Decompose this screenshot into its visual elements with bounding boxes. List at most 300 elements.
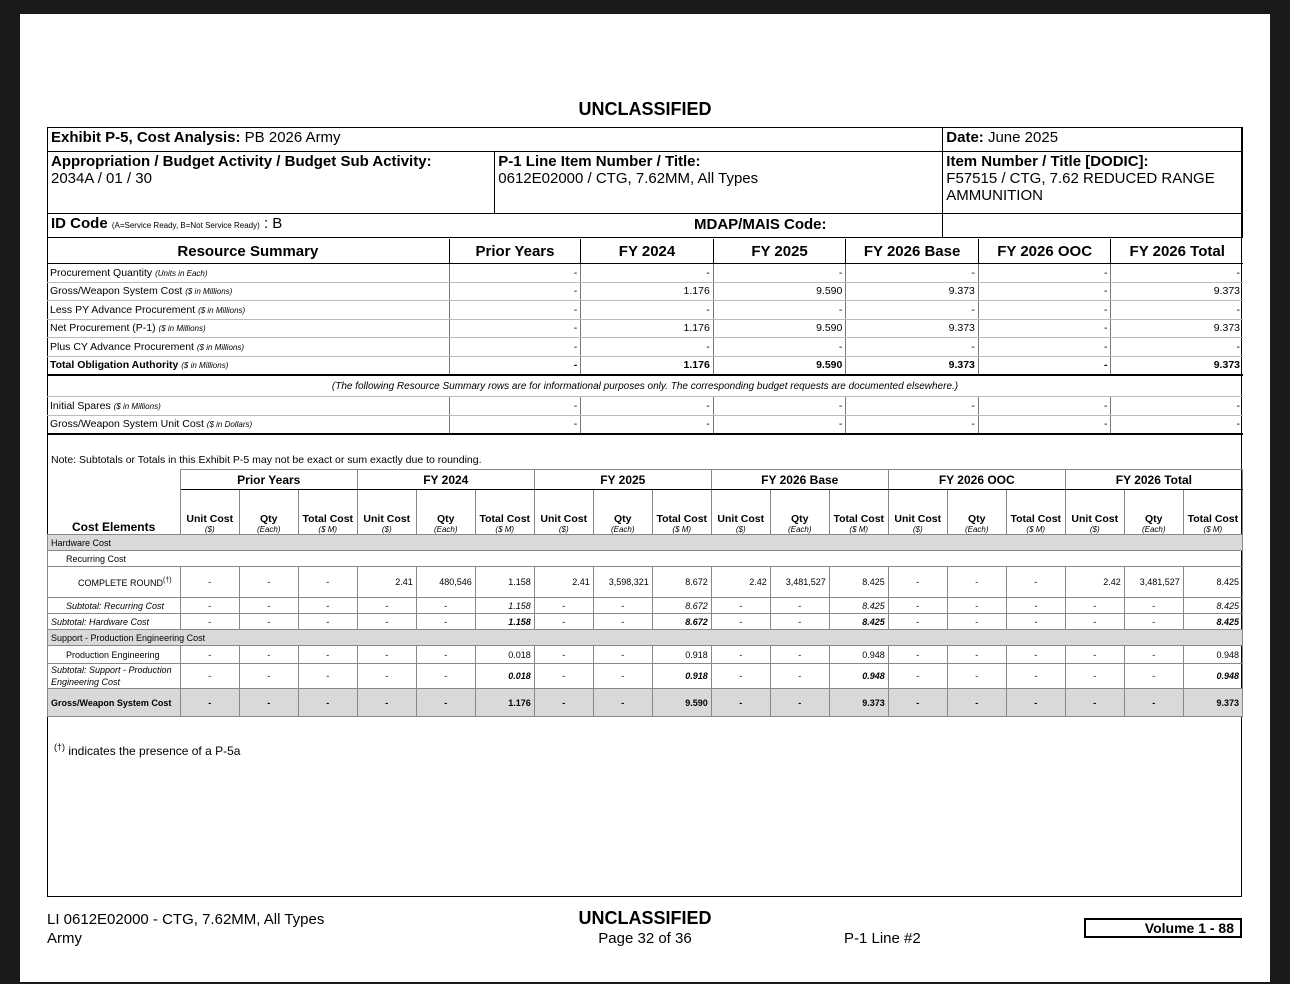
ce-cell: 0.948 [829, 664, 888, 689]
rs-cell: - [846, 397, 979, 416]
rs-cell: - [978, 301, 1111, 320]
id-code-note: (A=Service Ready, B=Not Service Ready) [111, 221, 260, 230]
resource-summary-table [47, 239, 1243, 435]
ce-row [48, 664, 1243, 689]
ce-cell: 480,546 [416, 567, 475, 598]
rs-cell: - [1111, 301, 1243, 320]
ce-cell: - [888, 598, 947, 614]
rs-cell: - [581, 397, 714, 416]
p5a-dagger: (†) [163, 577, 172, 584]
ce-cell: - [770, 598, 829, 614]
rs-col-header: FY 2025 [713, 239, 846, 264]
date-value: June 2025 [987, 129, 1059, 146]
ce-row [48, 646, 1243, 664]
ce-cell: - [711, 664, 770, 689]
ce-sub-header [1183, 490, 1242, 535]
footnote [54, 742, 240, 758]
rs-row [47, 397, 1243, 416]
ce-sub-unit: ($ M) [672, 525, 692, 534]
rs-cell: 9.373 [1111, 356, 1243, 375]
ce-cell: - [888, 614, 947, 630]
ce-cell: 2.42 [1065, 567, 1124, 598]
ce-cell: - [534, 689, 593, 717]
ce-section-label: Hardware Cost [48, 535, 1243, 551]
ce-cell: 2.42 [711, 567, 770, 598]
ce-cell: - [1065, 664, 1124, 689]
ce-cell: 8.425 [829, 614, 888, 630]
ce-cell: - [947, 567, 1006, 598]
rs-row-label [47, 319, 449, 338]
ce-cell: - [1065, 689, 1124, 717]
ce-sub-unit: ($) [735, 525, 746, 534]
ce-cell: - [1006, 614, 1065, 630]
rs-info-note-row [47, 375, 1243, 397]
ce-cell: - [239, 646, 298, 664]
ce-sub-header [180, 490, 239, 535]
ce-cell: 0.948 [1183, 664, 1242, 689]
rs-info-note: (The following Resource Summary rows are for informational purposes only. The corresponding budget requests are documented elsewhere.) [47, 375, 1243, 397]
rs-row [47, 319, 1243, 338]
ce-sub-label: Qty [791, 513, 809, 525]
ce-cell: - [593, 598, 652, 614]
ce-sub-unit: ($) [381, 525, 392, 534]
rs-cell: - [1111, 397, 1243, 416]
footer-page: Page 32 of 36 [598, 930, 692, 947]
ce-sub-label: Total Cost [479, 513, 531, 525]
ce-label: Subtotal: Recurring Cost [66, 600, 165, 611]
ce-row [48, 614, 1243, 630]
rs-cell: - [449, 282, 581, 301]
rs-unit: ($ in Millions) [198, 305, 246, 315]
ce-sub-label: Qty [968, 513, 986, 525]
ce-cell: - [1124, 646, 1183, 664]
id-code-value: : B [263, 215, 283, 232]
rs-row [47, 301, 1243, 320]
ce-sub-unit: ($ M) [1203, 525, 1223, 534]
ce-cell: 2.41 [357, 567, 416, 598]
ce-cell: - [239, 614, 298, 630]
ce-row-label [48, 598, 181, 614]
ce-sub-header [593, 490, 652, 535]
rs-cell: 9.373 [846, 356, 979, 375]
ce-cell: 8.425 [1183, 567, 1242, 598]
footer-li: LI 0612E02000 - CTG, 7.62MM, All Types [47, 911, 325, 928]
ce-cell: - [534, 664, 593, 689]
ce-cell: - [1006, 689, 1065, 717]
ce-cell: - [947, 598, 1006, 614]
rs-row [47, 282, 1243, 301]
ce-cell: - [298, 689, 357, 717]
ce-cell: 3,481,527 [1124, 567, 1183, 598]
ce-cell: - [298, 614, 357, 630]
ce-cell: - [416, 646, 475, 664]
ce-sub-label: Total Cost [833, 513, 885, 525]
ce-cell: 9.373 [1183, 689, 1242, 717]
cost-elements-header: Cost Elements [48, 470, 181, 535]
ce-cell: 9.373 [829, 689, 888, 717]
ce-row-label [48, 614, 181, 630]
rs-col-header: Prior Years [449, 239, 581, 264]
ce-cell: - [357, 664, 416, 689]
rs-cell: - [449, 415, 581, 434]
ce-group-header: FY 2026 Base [711, 470, 888, 490]
mdap-label: MDAP/MAIS Code: [694, 216, 827, 233]
exhibit-value: PB 2026 Army [244, 129, 341, 146]
ce-cell: 1.158 [475, 614, 534, 630]
rs-cell: - [978, 397, 1111, 416]
rs-cell: 9.373 [1111, 282, 1243, 301]
p1-value: 0612E02000 / CTG, 7.62MM, All Types [498, 170, 759, 187]
rs-cell: - [846, 415, 979, 434]
rs-cell: - [449, 338, 581, 357]
ce-sub-label: Unit Cost [717, 513, 765, 525]
rs-cell: 1.176 [581, 356, 714, 375]
ce-sub-unit: ($) [204, 525, 215, 534]
ce-group-header: FY 2024 [357, 470, 534, 490]
rs-cell: 1.176 [581, 319, 714, 338]
ce-sub-header [652, 490, 711, 535]
rs-cell: - [978, 338, 1111, 357]
ce-row-label [48, 646, 181, 664]
ce-cell: - [180, 646, 239, 664]
rs-cell: - [449, 319, 581, 338]
rs-cell: - [713, 264, 846, 283]
ce-cell: - [239, 689, 298, 717]
id-code-label: ID Code [51, 215, 108, 232]
cost-elements-table [47, 469, 1243, 717]
ce-cell: 1.158 [475, 598, 534, 614]
ce-sub-unit: (Each) [787, 525, 812, 534]
rs-cell: - [978, 264, 1111, 283]
rs-label: Less PY Advance Procurement [50, 303, 196, 316]
rs-row-label [47, 338, 449, 357]
ce-cell: - [357, 646, 416, 664]
ce-cell: - [888, 689, 947, 717]
date-label: Date: [946, 129, 984, 146]
ce-label: COMPLETE ROUND [78, 578, 164, 588]
ce-sub-label: Unit Cost [186, 513, 234, 525]
ce-cell: - [947, 664, 1006, 689]
ce-cell: - [357, 614, 416, 630]
rs-cell: - [978, 282, 1111, 301]
rounding-note: Note: Subtotals or Totals in this Exhibit P-5 may not be exact or sum exactly due to rounding. [51, 454, 482, 466]
ce-cell: - [298, 598, 357, 614]
ce-cell: - [1124, 689, 1183, 717]
ce-sub-header [829, 490, 888, 535]
rs-cell: - [713, 338, 846, 357]
ce-cell: - [770, 689, 829, 717]
ce-row [48, 535, 1243, 551]
rs-label: Net Procurement (P-1) [50, 322, 156, 335]
ce-sub-header [416, 490, 475, 535]
ce-label: Subtotal: Support - Production Engineering Cost [51, 665, 172, 687]
footnote-dagger: (†) [54, 742, 65, 752]
ce-group-header: Prior Years [180, 470, 357, 490]
ce-label: Gross/Weapon System Cost [51, 697, 172, 708]
ce-group-header: FY 2025 [534, 470, 711, 490]
ce-row-label [48, 689, 181, 717]
ce-cell: 0.918 [652, 664, 711, 689]
ce-row-label [48, 567, 181, 598]
ce-sub-label: Unit Cost [363, 513, 411, 525]
ce-cell: - [534, 614, 593, 630]
rs-row-label [47, 356, 449, 375]
ce-cell: - [298, 664, 357, 689]
ce-cell: 0.948 [1183, 646, 1242, 664]
ce-sub-label: Total Cost [302, 513, 354, 525]
ce-cell: - [1065, 614, 1124, 630]
rs-label: Plus CY Advance Procurement [50, 340, 194, 353]
rs-row-label [47, 282, 449, 301]
rs-row [47, 338, 1243, 357]
ce-cell: - [416, 689, 475, 717]
item-label: Item Number / Title [DODIC]: [946, 153, 1149, 170]
ce-cell: - [770, 664, 829, 689]
ce-sub-unit: ($ M) [495, 525, 515, 534]
ce-sub-unit: ($ M) [849, 525, 869, 534]
rs-cell: - [978, 319, 1111, 338]
ce-sub-unit: ($) [912, 525, 923, 534]
ce-cell: - [593, 646, 652, 664]
rs-cell: - [581, 301, 714, 320]
ce-sub-label: Qty [614, 513, 632, 525]
rs-cell: 9.373 [846, 282, 979, 301]
ce-sub-header [947, 490, 1006, 535]
rs-cell: 9.590 [713, 356, 846, 375]
ce-cell: 8.425 [1183, 614, 1242, 630]
ce-sub-unit: (Each) [964, 525, 989, 534]
rs-cell: 9.373 [846, 319, 979, 338]
ce-cell: - [711, 598, 770, 614]
ce-label: Production Engineering [66, 649, 160, 660]
ce-sub-header [1124, 490, 1183, 535]
rs-cell: - [713, 301, 846, 320]
ce-cell: - [947, 614, 1006, 630]
p1-label: P-1 Line Item Number / Title: [498, 153, 701, 170]
rs-cell: - [978, 356, 1111, 375]
ce-row [48, 551, 1243, 567]
ce-cell: 8.672 [652, 614, 711, 630]
ce-cell: - [1124, 614, 1183, 630]
ce-cell: - [180, 689, 239, 717]
ce-cell: 0.948 [829, 646, 888, 664]
rs-cell: - [449, 301, 581, 320]
ce-sub-label: Qty [437, 513, 455, 525]
ce-sub-label: Qty [1145, 513, 1163, 525]
classification-bottom: UNCLASSIFIED [578, 908, 712, 928]
ce-cell: 8.425 [829, 598, 888, 614]
ce-label: Subtotal: Hardware Cost [51, 616, 150, 627]
ce-cell: - [180, 614, 239, 630]
ce-sub-header [298, 490, 357, 535]
ce-cell: - [1124, 598, 1183, 614]
ce-cell: - [770, 614, 829, 630]
ce-cell: - [416, 598, 475, 614]
ce-cell: - [1065, 598, 1124, 614]
ce-cell: - [357, 689, 416, 717]
classification-top: UNCLASSIFIED [578, 99, 712, 119]
ce-cell: - [298, 567, 357, 598]
rs-row-label [47, 397, 449, 416]
ce-cell: - [593, 689, 652, 717]
ce-cell: - [1065, 646, 1124, 664]
ce-sub-label: Unit Cost [1071, 513, 1119, 525]
rs-col-header: Resource Summary [177, 242, 319, 260]
ce-row [48, 630, 1243, 646]
ce-row-label [48, 664, 181, 689]
ce-group-header: FY 2026 Total [1065, 470, 1242, 490]
rs-cell: 1.176 [581, 282, 714, 301]
ce-cell: - [888, 646, 947, 664]
ce-sub-header [239, 490, 298, 535]
ce-sub-label: Total Cost [656, 513, 708, 525]
ce-cell: - [298, 646, 357, 664]
rs-row [47, 356, 1243, 375]
rs-cell: - [978, 415, 1111, 434]
ce-cell: - [534, 646, 593, 664]
ce-cell: 1.158 [475, 567, 534, 598]
ce-cell: 0.018 [475, 664, 534, 689]
ce-cell: - [888, 567, 947, 598]
approp-label: Appropriation / Budget Activity / Budget Sub Activity: [51, 153, 432, 170]
rs-unit: ($ in Dollars) [206, 420, 253, 430]
ce-sub-unit: ($ M) [318, 525, 338, 534]
ce-cell: - [416, 664, 475, 689]
ce-row [48, 567, 1243, 598]
ce-sub-unit: ($) [558, 525, 569, 534]
ce-sub-label: Unit Cost [894, 513, 942, 525]
ce-sub-unit: (Each) [433, 525, 458, 534]
rs-cell: - [713, 415, 846, 434]
ce-cell: - [180, 567, 239, 598]
ce-cell: 3,481,527 [770, 567, 829, 598]
footer-p1-line: P-1 Line #2 [844, 930, 921, 947]
rs-cell: - [1111, 264, 1243, 283]
item-value: F57515 / CTG, 7.62 REDUCED RANGE AMMUNITION [946, 170, 1215, 204]
rs-cell: 9.590 [713, 282, 846, 301]
ce-row [48, 598, 1243, 614]
rs-col-header: FY 2026 Base [846, 239, 979, 264]
ce-group-header: FY 2026 OOC [888, 470, 1065, 490]
rs-col-header: FY 2024 [581, 239, 714, 264]
ce-row [48, 689, 1243, 717]
ce-sub-label: Total Cost [1187, 513, 1239, 525]
ce-cell: 8.425 [829, 567, 888, 598]
ce-sub-header [1065, 490, 1124, 535]
footnote-text: indicates the presence of a P-5a [68, 744, 241, 758]
ce-cell: - [180, 598, 239, 614]
ce-cell: 8.672 [652, 598, 711, 614]
ce-cell: - [711, 646, 770, 664]
rs-cell: - [1111, 415, 1243, 434]
ce-cell: - [534, 598, 593, 614]
ce-cell: 9.590 [652, 689, 711, 717]
ce-sub-header [357, 490, 416, 535]
ce-sub-unit: (Each) [610, 525, 635, 534]
rs-row [47, 415, 1243, 434]
rs-label: Gross/Weapon System Cost [50, 285, 183, 298]
ce-cell: 3,598,321 [593, 567, 652, 598]
rs-label: Procurement Quantity [50, 266, 153, 279]
ce-sub-header [475, 490, 534, 535]
rs-cell: - [449, 397, 581, 416]
ce-sub-label: Qty [260, 513, 278, 525]
ce-cell: 2.41 [534, 567, 593, 598]
ce-sub-unit: ($) [1089, 525, 1100, 534]
ce-sub-header [1006, 490, 1065, 535]
rs-cell: - [449, 264, 581, 283]
rs-unit: ($ in Millions) [196, 342, 245, 352]
ce-sub-header [711, 490, 770, 535]
rs-row-label [47, 415, 449, 434]
ce-cell: - [888, 664, 947, 689]
ce-subsection-label: Recurring Cost [48, 551, 1243, 567]
rs-cell: - [449, 356, 581, 375]
ce-cell: - [711, 614, 770, 630]
ce-sub-label: Total Cost [1010, 513, 1062, 525]
ce-cell: 1.176 [475, 689, 534, 717]
rs-label: Initial Spares [50, 399, 111, 412]
ce-cell: - [416, 614, 475, 630]
rs-row-label [47, 264, 449, 283]
ce-cell: - [357, 598, 416, 614]
ce-cell: 0.018 [475, 646, 534, 664]
ce-cell: - [1006, 598, 1065, 614]
ce-cell: 8.672 [652, 567, 711, 598]
rs-col-header: FY 2026 OOC [978, 239, 1111, 264]
ce-cell: - [770, 646, 829, 664]
ce-cell: - [1006, 567, 1065, 598]
rs-label: Gross/Weapon System Unit Cost [50, 418, 204, 431]
ce-cell: - [239, 567, 298, 598]
rs-cell: - [1111, 338, 1243, 357]
rs-cell: 9.590 [713, 319, 846, 338]
ce-cell: - [711, 689, 770, 717]
ce-sub-unit: (Each) [256, 525, 281, 534]
rs-cell: - [846, 264, 979, 283]
approp-value: 2034A / 01 / 30 [51, 170, 152, 187]
rs-row-label [47, 301, 449, 320]
rs-cell: 9.373 [1111, 319, 1243, 338]
ce-sub-label: Unit Cost [540, 513, 588, 525]
rs-cell: - [581, 338, 714, 357]
rs-row [47, 264, 1243, 283]
rs-cell: - [846, 338, 979, 357]
rs-label: Total Obligation Authority [50, 359, 179, 372]
ce-cell: 8.425 [1183, 598, 1242, 614]
ce-sub-header [534, 490, 593, 535]
ce-sub-unit: (Each) [1141, 525, 1166, 534]
ce-cell: - [1124, 664, 1183, 689]
rs-cell: - [713, 397, 846, 416]
ce-cell: - [947, 689, 1006, 717]
ce-sub-header [888, 490, 947, 535]
ce-cell: - [239, 664, 298, 689]
volume-box: Volume 1 - 88 [1084, 918, 1242, 938]
ce-cell: - [180, 664, 239, 689]
footer-org: Army [47, 930, 82, 947]
rs-unit: ($ in Millions) [158, 324, 206, 334]
rs-unit: ($ in Millions) [185, 287, 233, 297]
ce-cell: 0.918 [652, 646, 711, 664]
rs-cell: - [581, 415, 714, 434]
ce-cell: - [239, 598, 298, 614]
exhibit-label: Exhibit P-5, Cost Analysis: [51, 129, 241, 146]
exhibit-header [47, 127, 1243, 238]
rs-cell: - [846, 301, 979, 320]
ce-cell: - [947, 646, 1006, 664]
rs-unit: (Units in Each) [155, 268, 208, 278]
